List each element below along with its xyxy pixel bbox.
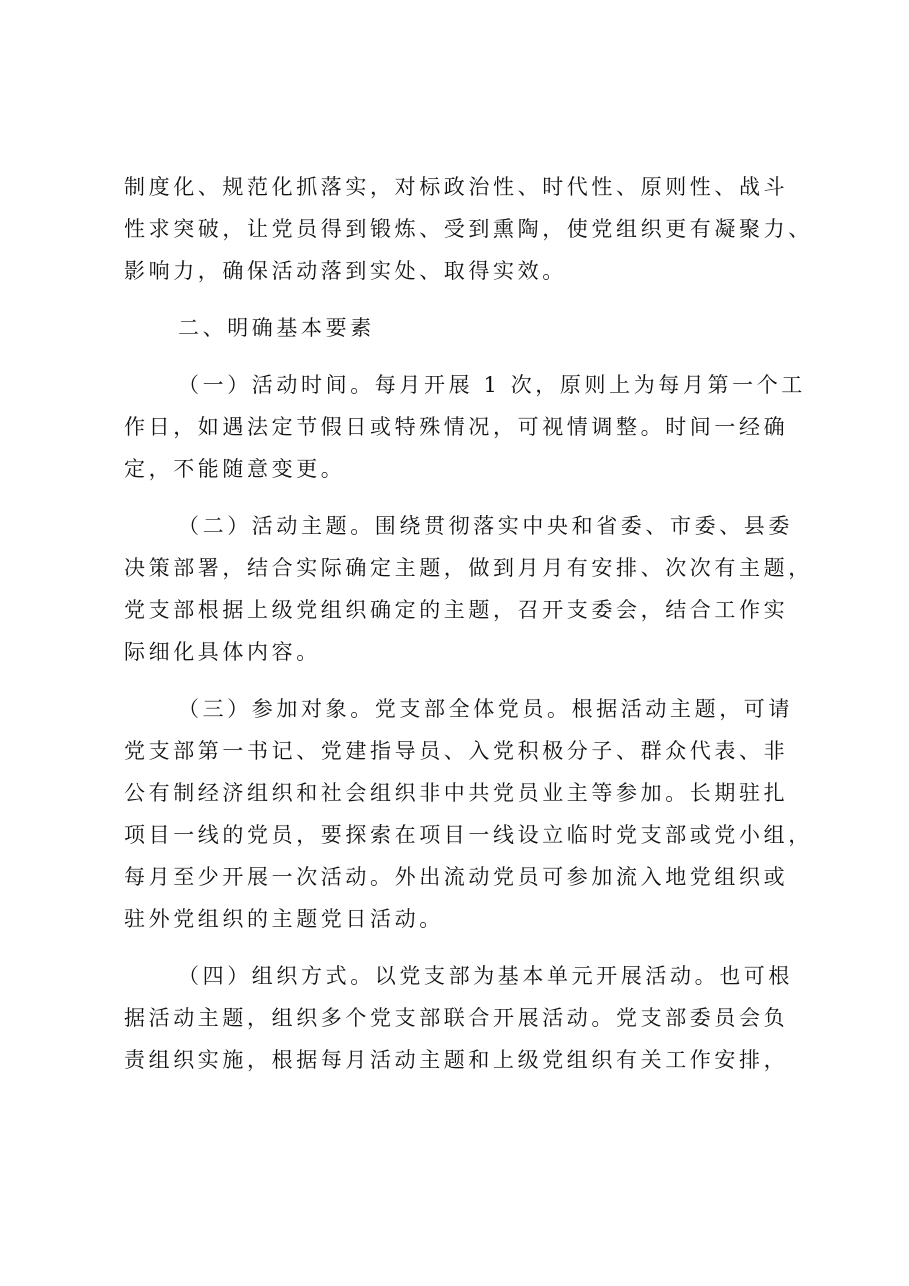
text-line: 据活动主题，组织多个党支部联合开展活动。党支部委员会负 (124, 1006, 789, 1030)
text-line: 性求突破，让党员得到锻炼、受到熏陶，使党组织更有凝聚力、 (124, 217, 813, 241)
text-line: 影响力，确保活动落到实处、取得实效。 (124, 259, 567, 283)
text-line: （二）活动主题。围绕贯彻落实中央和省委、市委、县委 (178, 514, 793, 538)
text-line: 际细化具体内容。 (124, 640, 321, 664)
text-line: 决策部署，结合实际确定主题，做到月月有安排、次次有主题， (124, 556, 813, 580)
section-heading-2 (124, 307, 796, 349)
paragraph-activity-time (124, 364, 806, 490)
paragraph-organization-method (124, 955, 796, 1081)
paragraph-participants (124, 688, 813, 940)
text-line: 党支部第一书记、党建指导员、入党积极分子、群众代表、非 (124, 739, 789, 763)
section-heading-text: 二、明确基本要素 (178, 316, 375, 340)
paragraph-activity-theme (124, 505, 813, 673)
paragraph-intro-continued (124, 166, 813, 292)
text-line: 定，不能随意变更。 (124, 457, 346, 481)
text-line: （三）参加对象。党支部全体党员。根据活动主题，可请 (178, 697, 793, 721)
text-line: 责组织实施，根据每月活动主题和上级党组织有关工作安排， (124, 1048, 789, 1072)
text-line: 制度化、规范化抓落实，对标政治性、时代性、原则性、战斗 (124, 175, 789, 199)
text-line: （四）组织方式。以党支部为基本单元开展活动。也可根 (178, 964, 793, 988)
text-line: 公有制经济组织和社会组织非中共党员业主等参加。长期驻扎 (124, 781, 789, 805)
text-line: 项目一线的党员，要探索在项目一线设立临时党支部或党小组， (124, 823, 813, 847)
text-line: 驻外党组织的主题党日活动。 (124, 907, 444, 931)
text-line: 党支部根据上级党组织确定的主题，召开支委会，结合工作实 (124, 598, 789, 622)
text-line: （一）活动时间。每月开展 1 次，原则上为每月第一个工 (178, 373, 806, 397)
text-line: 作日，如遇法定节假日或特殊情况，可视情调整。时间一经确 (124, 415, 789, 439)
document-body (124, 166, 813, 1081)
text-line: 每月至少开展一次活动。外出流动党员可参加流入地党组织或 (124, 865, 789, 889)
